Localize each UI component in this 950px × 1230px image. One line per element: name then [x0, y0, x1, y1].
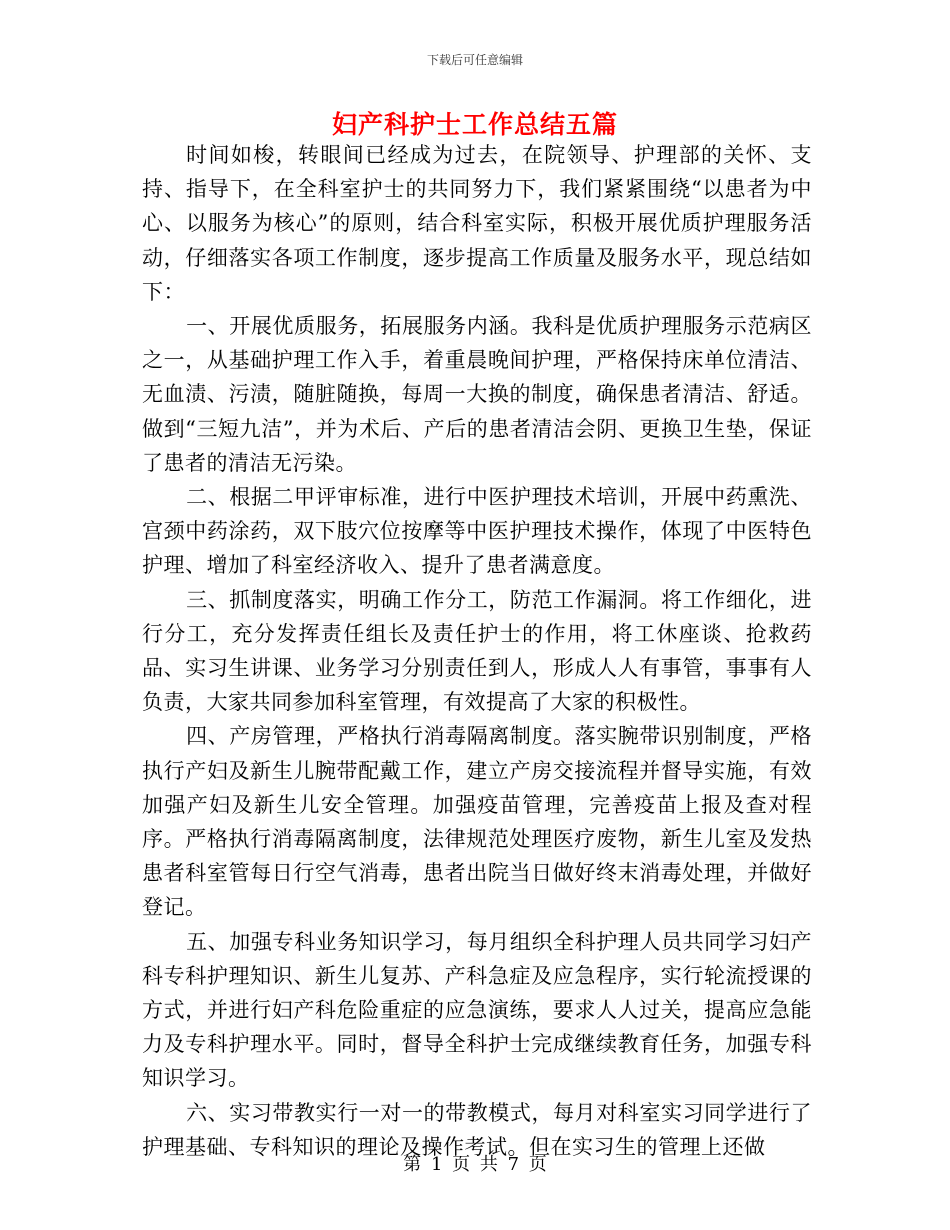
paragraph-item-3: 三、抓制度落实，明确工作分工，防范工作漏洞。将工作细化，进行分工，充分发挥责任组长及责任护士的作用，将工休座谈、抢救药品、实习生讲课、业务学习分别责任到人，形成人人有事管，事事有人负责，大家共同参加科室管理，有效提高了大家的积极性。	[142, 587, 812, 715]
page-header-note: 下载后可任意编辑	[426, 53, 523, 67]
paragraph-item-1: 一、开展优质服务，拓展服务内涵。我科是优质护理服务示范病区之一，从基础护理工作入手，着重晨晚间护理，严格保持床单位清洁、无血渍、污渍，随脏随换，每周一大换的制度，确保患者清洁、舒适。做到“三短九洁”，并为术后、产后的患者清洁会阴、更换卫生垫，保证了患者的清洁无污染。	[142, 314, 812, 475]
paragraph-item-2: 二、根据二甲评审标准，进行中医护理技术培训，开展中药熏洗、宫颈中药涂药，双下肢穴位按摩等中医护理技术操作，体现了中医特色护理、增加了科室经济收入、提升了患者满意度。	[142, 485, 812, 578]
paragraph-item-4: 四、产房管理，严格执行消毒隔离制度。落实腕带识别制度，严格执行产妇及新生儿腕带配戴工作，建立产房交接流程并督导实施，有效加强产妇及新生儿安全管理。加强疫苗管理，完善疫苗上报及查对程序。严格执行消毒隔离制度，法律规范处理医疗废物，新生儿室及发热患者科室管每日行空气消毒，患者出院当日做好终末消毒处理，并做好登记。	[142, 724, 812, 920]
document-title: 妇产科护士工作总结五篇	[331, 110, 618, 139]
paragraph-item-5: 五、加强专科业务知识学习，每月组织全科护理人员共同学习妇产科专科护理知识、新生儿复苏、产科急症及应急程序，实行轮流授课的方式，并进行妇产科危险重症的应急演练，要求人人过关，提高应急能力及专科护理水平。同时，督导全科护士完成继续教育任务，加强专科知识学习。	[142, 929, 812, 1091]
page-number-footer: 第 1 页 共 7 页	[403, 1154, 547, 1175]
document-body	[142, 138, 812, 1164]
paragraph-item-6: 六、实习带教实行一对一的带教模式，每月对科室实习同学进行了护理基础、专科知识的理论及操作考试。但在实习生的管理上还做	[142, 1100, 812, 1159]
paragraph-intro: 时间如梭，转眼间已经成为过去，在院领导、护理部的关怀、支持、指导下，在全科室护士的共同努力下，我们紧紧围绕“以患者为中心、以服务为核心”的原则，结合科室实际，积极开展优质护理服务活动，仔细落实各项工作制度，逐步提高工作质量及服务水平，现总结如下：	[142, 143, 812, 304]
